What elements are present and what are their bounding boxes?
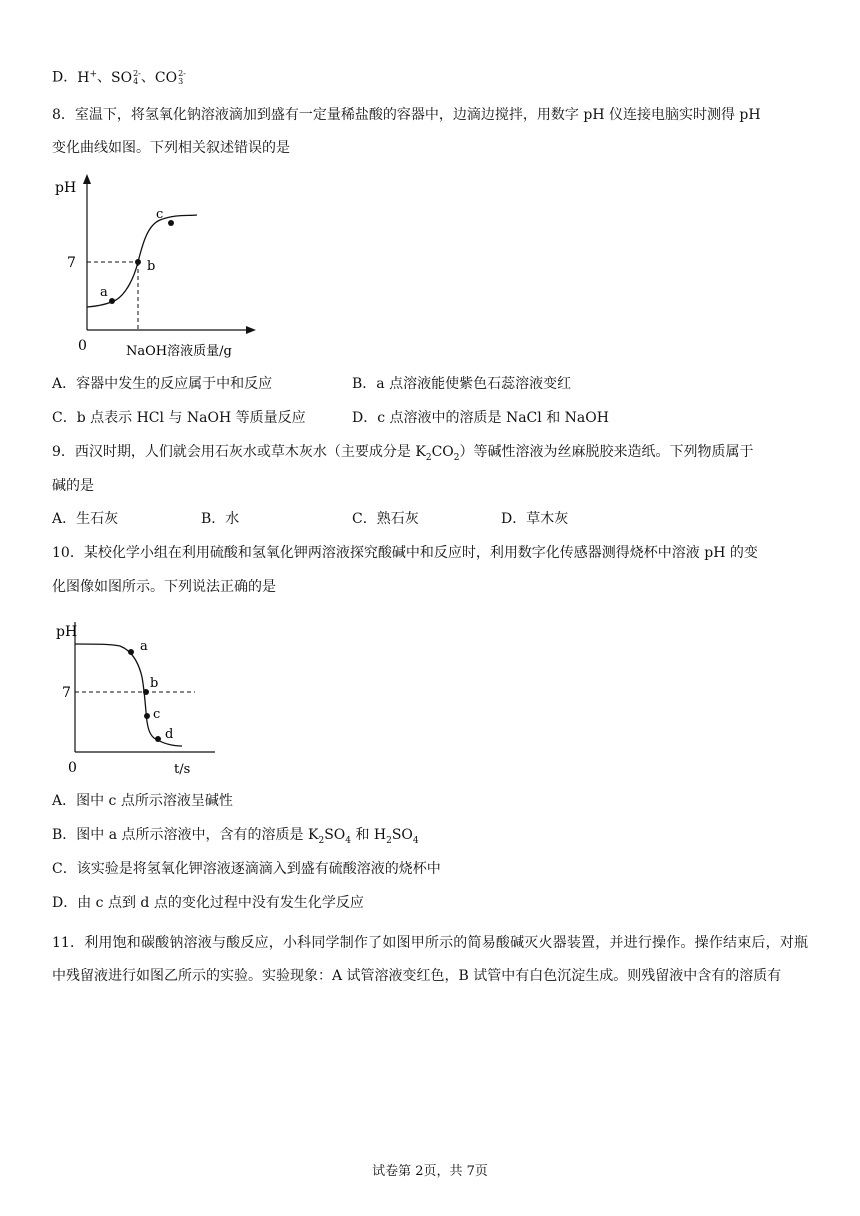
point-c [168,220,174,226]
q7-option-d [52,64,186,88]
q11-stem: 11．利用饱和碳酸钠溶液与酸反应，小科同学制作了如图甲所示的简易酸碱灭火器装置，并进行操作。操作结束后，对瓶中残留液进行如图乙所示的实验。实验现象：A 试管溶液变红色，B 试管中有白色沉淀生成。则残留液中含有的溶质有 [52,935,808,984]
y-axis-arrow [83,174,91,184]
q8-option-a[interactable]: A．容器中发生的反应属于中和反应 [52,376,273,392]
q8-option-b[interactable]: B．a 点溶液能使紫色石蕊溶液变红 [352,376,572,392]
text: 9．西汉时期，人们就会用石灰水或草木灰水（主要成分是 K [52,444,426,460]
ion-h [77,70,97,86]
y-tick-7: 7 [67,255,76,271]
text: SO [391,827,413,843]
ion-charge: + [89,69,97,79]
point-a-label: a [140,639,148,654]
subscript: 4 [412,835,419,846]
ion-script [178,70,186,86]
point-a-label: a [100,285,108,300]
point-b [143,689,149,695]
q10-stem-line2: 化图像如图所示。下列说法正确的是 [52,579,276,595]
q8-option-d[interactable]: D．c 点溶液中的溶质是 NaCl 和 NaOH [352,410,609,426]
ion-symbol: CO [154,69,178,86]
subscript: 2 [425,452,432,463]
origin-label: 0 [78,338,87,354]
q9-stem-line2: 碱的是 [52,478,94,494]
separator: 、 [97,69,111,86]
ion-co3 [155,70,186,86]
point-c [144,713,150,719]
ion-subscript: 3 [178,76,184,86]
q9-option-c[interactable]: C．熟石灰 [352,511,419,527]
point-b-label: b [150,676,159,691]
point-a [109,298,115,304]
q8-stem-line1: 8．室温下，将氢氧化钠溶液滴加到盛有一定量稀盐酸的容器中，边滴边搅拌，用数字 pH 仪连接电脑实时测得 pH [52,107,761,123]
text: CO [431,444,454,460]
q8-option-c[interactable]: C．b 点表示 HCl 与 NaOH 等质量反应 [52,410,306,426]
ion-charge: 2- [133,68,141,78]
q10-option-d[interactable]: D．由 c 点到 d 点的变化过程中没有发生化学反应 [52,895,364,911]
ion-symbol: H [77,69,90,86]
ion-script [133,70,141,86]
y-tick-7: 7 [62,685,71,701]
y-axis-label: pH [55,180,77,196]
q10-option-b[interactable] [52,825,419,851]
origin-label: 0 [68,760,77,776]
point-b-label: b [147,259,156,274]
point-c-label: c [156,207,164,222]
subscript: 4 [345,835,351,846]
q9-option-d[interactable]: D．草木灰 [501,511,569,527]
subscript: 2 [386,835,392,846]
subscript: 2 [453,452,460,463]
ion-subscript: 4 [133,76,139,86]
q9-option-b[interactable]: B．水 [201,511,240,527]
q10-ph-chart [50,612,220,782]
q10-stem-line1: 10．某校化学小组在利用硫酸和氢氧化钾两溶液探究酸碱中和反应时，利用数字化传感器测得烧杯中溶液 pH 的变 [52,545,758,561]
point-a [128,649,134,655]
q10-option-a[interactable]: A．图中 c 点所示溶液呈碱性 [52,793,233,809]
q9-option-a[interactable]: A．生石灰 [52,511,119,527]
y-axis-label: pH [56,624,78,640]
x-axis-arrow [246,326,256,334]
point-d [155,736,161,742]
ion-charge: 2- [178,68,186,78]
text: 和 H [351,827,387,843]
text: B．图中 a 点所示溶液中，含有的溶质是 K [52,827,319,843]
option-label: D． [52,69,78,86]
point-c-label: c [153,707,161,722]
x-axis-label: NaOH溶液质量/g [126,344,232,359]
subscript: 2 [318,835,325,846]
point-d-label: d [165,727,174,742]
ion-so4 [111,70,141,86]
text: ）等碱性溶液为丝麻脱胶来造纸。下列物质属于 [459,444,754,460]
text: SO [324,827,346,843]
q9-stem-line1 [52,442,754,468]
separator: 、 [140,69,155,86]
point-b [135,259,141,265]
ion-symbol: SO [111,69,133,86]
q10-option-c[interactable]: C．该实验是将氢氧化钾溶液逐滴滴入到盛有硫酸溶液的烧杯中 [52,861,441,877]
page-footer: 试卷第 2页，共 7页 [372,1164,488,1179]
q8-stem-line2: 变化曲线如图。下列相关叙述错误的是 [52,140,290,156]
q8-ph-chart [50,170,265,360]
x-axis-label: t/s [174,762,191,777]
